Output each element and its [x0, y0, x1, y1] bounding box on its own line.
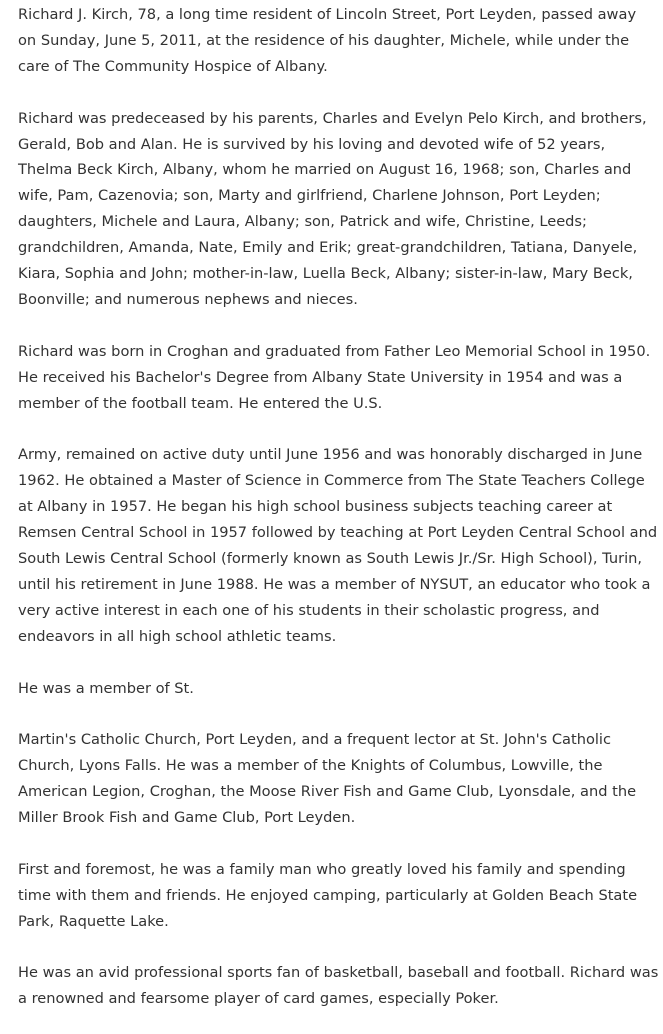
- paragraph-line: until his retirement in June 1988. He was a member of NYSUT, an educator who took a: [18, 575, 651, 593]
- paragraph-line: daughters, Michele and Laura, Albany; son, Patrick and wife, Christine, Leeds;: [18, 213, 587, 231]
- article-paragraph: [18, 727, 645, 831]
- paragraph-line: Gerald, Bob and Alan. He is survived by his loving and devoted wife of 52 years,: [18, 135, 606, 153]
- paragraph-line: Martin's Catholic Church, Port Leyden, and a frequent lector at St. John's Catholic: [18, 731, 612, 749]
- paragraph-line: He received his Bachelor's Degree from Albany State University in 1954 and was a: [18, 368, 623, 386]
- article-paragraph: [18, 339, 651, 417]
- paragraph-line: wife, Pam, Cazenovia; son, Marty and girlfriend, Charlene Johnson, Port Leyden;: [18, 187, 601, 205]
- paragraph-line: very active interest in each one of his students in their scholastic progress, and: [18, 601, 600, 619]
- paragraph-line: Miller Brook Fish and Game Club, Port Leyden.: [18, 809, 356, 827]
- article-paragraph: [18, 442, 658, 649]
- paragraph-line: Richard was predeceased by his parents, Charles and Evelyn Pelo Kirch, and brothers,: [18, 109, 647, 127]
- paragraph-line: He was an avid professional sports fan of basketball, baseball and football. Richard was: [18, 964, 659, 982]
- paragraph-line: Richard was born in Croghan and graduated from Father Leo Memorial School in 1950.: [18, 342, 651, 360]
- paragraph-line: 1962. He obtained a Master of Science in Commerce from The State Teachers College: [18, 472, 645, 490]
- paragraph-line: endeavors in all high school athletic teams.: [18, 627, 337, 645]
- paragraph-line: Church, Lyons Falls. He was a member of the Knights of Columbus, Lowville, the: [18, 757, 603, 775]
- paragraph-line: on Sunday, June 5, 2011, at the residence of his daughter, Michele, while under the: [18, 31, 630, 49]
- paragraph-line: American Legion, Croghan, the Moose River Fish and Game Club, Lyonsdale, and the: [18, 783, 637, 801]
- paragraph-line: Park, Raquette Lake.: [18, 912, 169, 930]
- paragraph-line: care of The Community Hospice of Albany.: [18, 57, 328, 75]
- paragraph-line: at Albany in 1957. He began his high school business subjects teaching career at: [18, 498, 613, 516]
- paragraph-line: time with them and friends. He enjoyed camping, particularly at Golden Beach State: [18, 886, 638, 904]
- paragraph-line: South Lewis Central School (formerly known as South Lewis Jr./Sr. High School), Turin,: [18, 549, 643, 567]
- paragraph-line: grandchildren, Amanda, Nate, Emily and Erik; great-grandchildren, Tatiana, Danyele,: [18, 239, 638, 257]
- paragraph-line: First and foremost, he was a family man who greatly loved his family and spending: [18, 860, 626, 878]
- article-paragraph: [18, 857, 645, 935]
- paragraph-line: Remsen Central School in 1957 followed by teaching at Port Leyden Central School and: [18, 524, 658, 542]
- paragraph-line: He was a member of St.: [18, 679, 194, 697]
- article-paragraph: [18, 960, 659, 1012]
- paragraph-line: Boonville; and numerous nephews and nieces.: [18, 290, 358, 308]
- article-paragraph: [18, 106, 645, 313]
- article-paragraph: [18, 2, 645, 80]
- paragraph-line: a renowned and fearsome player of card games, especially Poker.: [18, 990, 499, 1008]
- paragraph-line: Richard J. Kirch, 78, a long time resident of Lincoln Street, Port Leyden, passed away: [18, 6, 637, 23]
- paragraph-line: Thelma Beck Kirch, Albany, whom he married on August 16, 1968; son, Charles and: [18, 161, 632, 179]
- paragraph-line: Army, remained on active duty until June 1956 and was honorably discharged in June: [18, 446, 643, 464]
- article-paragraph: [18, 676, 645, 702]
- paragraph-line: member of the football team. He entered the U.S.: [18, 394, 383, 412]
- paragraph-line: Kiara, Sophia and John; mother-in-law, Luella Beck, Albany; sister-in-law, Mary Beck,: [18, 265, 633, 283]
